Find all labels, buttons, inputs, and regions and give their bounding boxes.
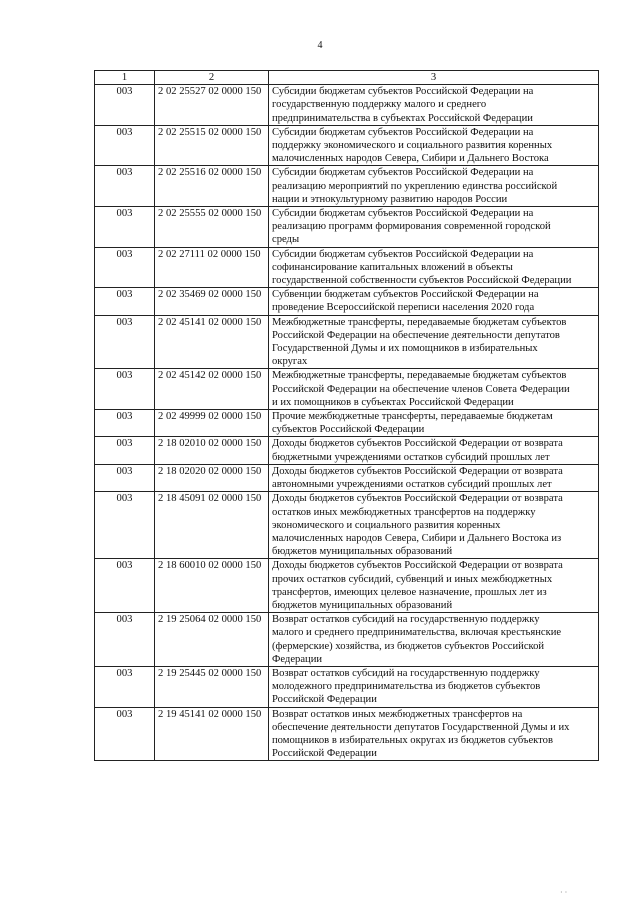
revenue-name-line: Субсидии бюджетам субъектов Российской Федерации на: [272, 248, 534, 260]
revenue-name-line: автономными учреждениями остатков субсидий прошлых лет: [272, 479, 552, 491]
revenue-code-cell: 2 02 27111 02 0000 150: [155, 247, 269, 288]
revenue-name-line: Субсидии бюджетам субъектов Российской Федерации на: [272, 86, 534, 98]
revenue-name-cell: [269, 464, 599, 491]
table-row: [95, 166, 599, 207]
admin-code-cell: 003: [95, 315, 155, 369]
revenue-name-line: реализацию мероприятий по укреплению единства российской: [272, 180, 558, 192]
revenue-code-cell: 2 02 25555 02 0000 150: [155, 207, 269, 248]
page-number: 4: [317, 40, 323, 51]
scan-artifact: · ·: [560, 888, 568, 897]
revenue-name-line: Доходы бюджетов субъектов Российской Федерации от возврата: [272, 438, 563, 450]
revenue-name-line: остатков иных межбюджетных трансфертов на поддержку: [272, 506, 536, 518]
revenue-name-line: Доходы бюджетов субъектов Российской Федерации от возврата: [272, 493, 563, 505]
revenue-name-line: Федерации: [272, 653, 323, 665]
admin-code-cell: 003: [95, 247, 155, 288]
revenue-name-line: и их помощников в субъектах Российской Федерации: [272, 396, 514, 408]
revenue-name-line: Межбюджетные трансферты, передаваемые бюджетам субъектов: [272, 316, 567, 328]
admin-code-cell: 003: [95, 437, 155, 464]
revenue-name-line: Российской Федерации на обеспечение членов Совета Федерации: [272, 383, 570, 395]
revenue-code-cell: 2 18 45091 02 0000 150: [155, 492, 269, 559]
revenue-name-line: Возврат остатков иных межбюджетных трансфертов на: [272, 708, 523, 720]
revenue-name-line: государственной собственности субъектов Российской Федерации: [272, 275, 572, 287]
revenue-code-cell: 2 18 60010 02 0000 150: [155, 559, 269, 613]
revenue-name-line: предпринимательства в субъектах Российской Федерации: [272, 112, 533, 124]
admin-code-cell: 003: [95, 369, 155, 410]
revenue-name-line: государственную поддержку малого и среднего: [272, 99, 487, 111]
revenue-codes-table: [94, 70, 599, 761]
admin-code-cell: 003: [95, 410, 155, 437]
table-header-row: [95, 71, 599, 85]
revenue-name-line: бюджетными учреждениями остатков субсидий прошлых лет: [272, 451, 550, 463]
revenue-name-line: экономического и социального развития коренных: [272, 519, 501, 531]
table-row: [95, 437, 599, 464]
revenue-name-cell: [269, 666, 599, 707]
revenue-code-cell: 2 02 49999 02 0000 150: [155, 410, 269, 437]
revenue-code-cell: 2 19 25064 02 0000 150: [155, 613, 269, 667]
admin-code-cell: 003: [95, 207, 155, 248]
revenue-code-cell: 2 02 35469 02 0000 150: [155, 288, 269, 315]
revenue-name-cell: [269, 166, 599, 207]
admin-code-cell: 003: [95, 125, 155, 166]
revenue-name-cell: [269, 410, 599, 437]
revenue-name-line: субъектов Российской Федерации: [272, 424, 425, 436]
revenue-name-line: бюджетов муниципальных образований: [272, 546, 453, 558]
revenue-name-cell: [269, 247, 599, 288]
revenue-name-cell: [269, 492, 599, 559]
revenue-name-line: Прочие межбюджетные трансферты, передаваемые бюджетам: [272, 411, 553, 423]
revenue-name-cell: [269, 288, 599, 315]
admin-code-cell: 003: [95, 559, 155, 613]
revenue-name-line: Субвенции бюджетам субъектов Российской Федерации на: [272, 289, 539, 301]
revenue-name-line: софинансирование капитальных вложений в объекты: [272, 261, 513, 273]
revenue-name-line: прочих остатков субсидий, субвенций и иных межбюджетных: [272, 573, 553, 585]
revenue-name-line: среды: [272, 234, 300, 246]
revenue-name-line: Возврат остатков субсидий на государственную поддержку: [272, 667, 540, 679]
revenue-name-cell: [269, 613, 599, 667]
table-row: [95, 288, 599, 315]
revenue-name-line: Субсидии бюджетам субъектов Российской Федерации на: [272, 126, 534, 138]
table-row: [95, 613, 599, 667]
revenue-name-line: бюджетов муниципальных образований: [272, 599, 453, 611]
revenue-name-line: малого и среднего предпринимательства, включая крестьянские: [272, 627, 562, 639]
table-row: [95, 207, 599, 248]
revenue-name-line: малочисленных народов Севера, Сибири и Дальнего Востока: [272, 153, 549, 165]
revenue-name-line: трансфертов, имеющих целевое назначение, прошлых лет из: [272, 586, 547, 598]
revenue-name-cell: [269, 207, 599, 248]
admin-code-cell: 003: [95, 464, 155, 491]
revenue-name-line: помощников в избирательных округах из бюджетов субъектов: [272, 734, 553, 746]
admin-code-cell: 003: [95, 288, 155, 315]
table-row: [95, 464, 599, 491]
revenue-name-line: молодежного предпринимательства из бюджетов субъектов: [272, 681, 541, 693]
revenue-name-line: поддержку экономического и социального развития коренных: [272, 140, 553, 152]
table-body: [95, 85, 599, 761]
revenue-code-cell: 2 02 25515 02 0000 150: [155, 125, 269, 166]
revenue-name-cell: [269, 369, 599, 410]
table-row: [95, 247, 599, 288]
revenue-name-line: Субсидии бюджетам субъектов Российской Федерации на: [272, 208, 534, 220]
revenue-name-cell: [269, 559, 599, 613]
revenue-name-line: Государственной Думы и их помощников в избирательных: [272, 343, 538, 355]
revenue-code-cell: 2 02 25516 02 0000 150: [155, 166, 269, 207]
revenue-name-line: Российской Федерации: [272, 694, 377, 706]
revenue-name-line: (фермерские) хозяйства, из бюджетов субъектов Российской: [272, 640, 545, 652]
revenue-code-cell: 2 19 25445 02 0000 150: [155, 666, 269, 707]
revenue-name-line: проведение Всероссийской переписи населения 2020 года: [272, 302, 535, 314]
table-row: [95, 559, 599, 613]
revenue-name-line: малочисленных народов Севера, Сибири и Дальнего Востока из: [272, 532, 562, 544]
column-header-2: 2: [155, 71, 269, 85]
table-row: [95, 666, 599, 707]
revenue-name-cell: [269, 707, 599, 761]
column-header-3: 3: [269, 71, 599, 85]
admin-code-cell: 003: [95, 166, 155, 207]
revenue-name-line: Доходы бюджетов субъектов Российской Федерации от возврата: [272, 560, 563, 572]
table-row: [95, 125, 599, 166]
revenue-name-line: округах: [272, 356, 308, 368]
admin-code-cell: 003: [95, 492, 155, 559]
revenue-code-cell: 2 02 45141 02 0000 150: [155, 315, 269, 369]
revenue-name-line: нации и этнокультурному развитию народов России: [272, 193, 508, 205]
table-row: [95, 492, 599, 559]
revenue-name-line: Субсидии бюджетам субъектов Российской Федерации на: [272, 167, 534, 179]
admin-code-cell: 003: [95, 85, 155, 126]
revenue-name-cell: [269, 437, 599, 464]
table-row: [95, 85, 599, 126]
revenue-code-cell: 2 02 45142 02 0000 150: [155, 369, 269, 410]
revenue-name-line: Возврат остатков субсидий на государственную поддержку: [272, 614, 540, 626]
table-row: [95, 369, 599, 410]
revenue-code-cell: 2 18 02010 02 0000 150: [155, 437, 269, 464]
admin-code-cell: 003: [95, 707, 155, 761]
revenue-name-line: Доходы бюджетов субъектов Российской Федерации от возврата: [272, 465, 563, 477]
table-row: [95, 315, 599, 369]
table-row: [95, 410, 599, 437]
revenue-code-cell: 2 19 45141 02 0000 150: [155, 707, 269, 761]
revenue-name-cell: [269, 85, 599, 126]
revenue-name-line: обеспечение деятельности депутатов Государственной Думы и их: [272, 721, 570, 733]
revenue-name-line: Российской Федерации: [272, 748, 377, 760]
revenue-name-line: Российской Федерации на обеспечение деятельности депутатов: [272, 329, 560, 341]
revenue-name-line: Межбюджетные трансферты, передаваемые бюджетам субъектов: [272, 370, 567, 382]
revenue-name-line: реализацию программ формирования современной городской: [272, 221, 551, 233]
admin-code-cell: 003: [95, 666, 155, 707]
revenue-name-cell: [269, 315, 599, 369]
admin-code-cell: 003: [95, 613, 155, 667]
table-row: [95, 707, 599, 761]
revenue-name-cell: [269, 125, 599, 166]
revenue-code-cell: 2 02 25527 02 0000 150: [155, 85, 269, 126]
revenue-code-cell: 2 18 02020 02 0000 150: [155, 464, 269, 491]
column-header-1: 1: [95, 71, 155, 85]
